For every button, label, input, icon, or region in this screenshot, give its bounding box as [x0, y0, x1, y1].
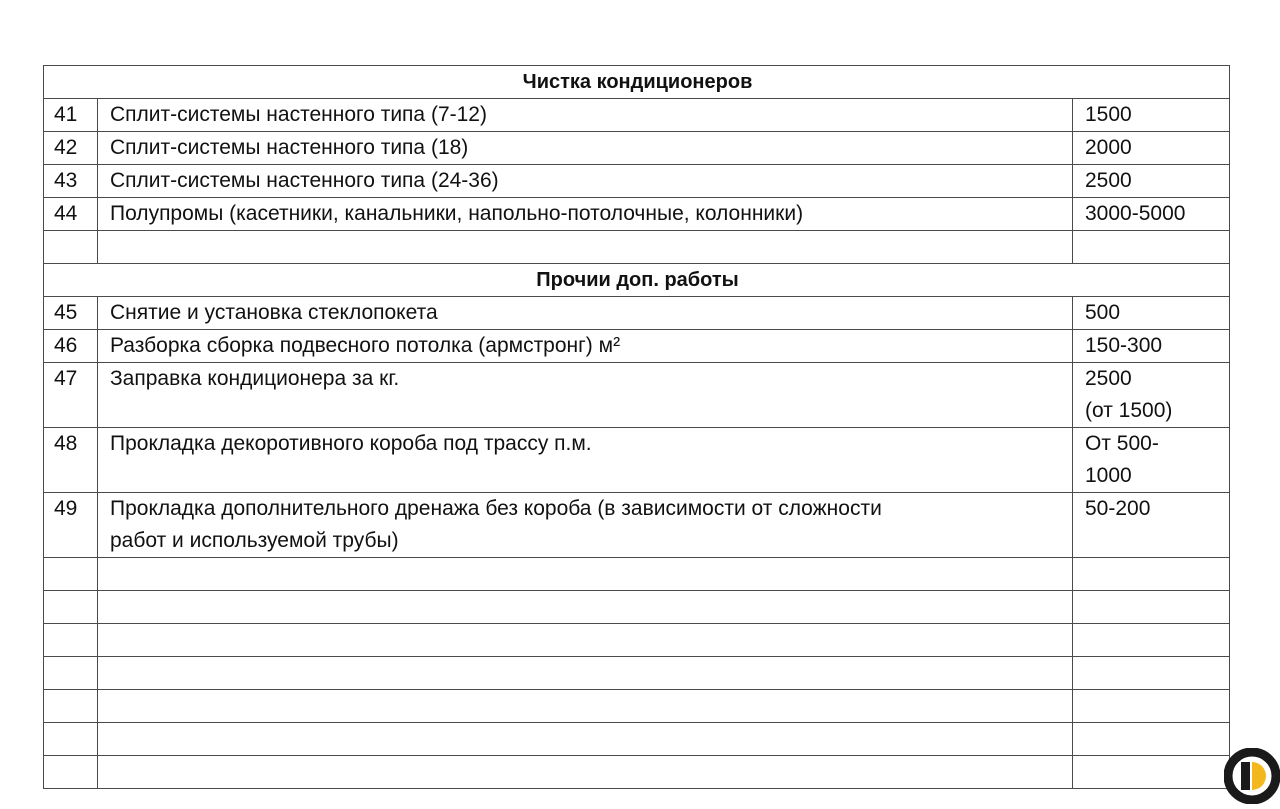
row-description: Заправка кондиционера за кг. [98, 363, 1073, 428]
row-price-cell [1073, 363, 1230, 428]
row-description: Прокладка декоротивного короба под трассу п.м. [98, 428, 1073, 493]
empty-cell [1073, 558, 1230, 591]
row-description: Снятие и установка стеклопокета [98, 297, 1073, 330]
brand-logo-icon [1224, 748, 1280, 804]
section-header-row [44, 264, 1230, 297]
table-row [44, 493, 1230, 558]
row-price: 2000 [1073, 132, 1230, 165]
table-row [44, 165, 1230, 198]
empty-cell [98, 756, 1073, 789]
row-description-continued: работ и используемой трубы) [110, 529, 399, 552]
empty-cell [1073, 657, 1230, 690]
empty-cell [98, 657, 1073, 690]
row-number: 44 [44, 198, 98, 231]
row-description: Полупромы (касетники, канальники, напольно-потолочные, колонники) [98, 198, 1073, 231]
empty-row [44, 723, 1230, 756]
section-title: Чистка кондиционеров [44, 66, 1230, 99]
row-price: 500 [1073, 297, 1230, 330]
row-price: 2500 [1085, 367, 1132, 390]
empty-cell [1073, 591, 1230, 624]
row-description: Разборка сборка подвесного потолка (армстронг) м² [98, 330, 1073, 363]
empty-row [44, 231, 1230, 264]
empty-row [44, 558, 1230, 591]
empty-cell [98, 558, 1073, 591]
empty-cell [1073, 723, 1230, 756]
row-price: 2500 [1073, 165, 1230, 198]
row-description: Сплит-системы настенного типа (18) [98, 132, 1073, 165]
row-price: От 500- [1085, 432, 1159, 455]
empty-cell [44, 723, 98, 756]
empty-cell [98, 690, 1073, 723]
empty-cell [44, 624, 98, 657]
table-row [44, 297, 1230, 330]
empty-row [44, 657, 1230, 690]
empty-cell [44, 690, 98, 723]
table-row [44, 330, 1230, 363]
empty-cell [98, 624, 1073, 657]
row-description: Прокладка дополнительного дренажа без короба (в зависимости от сложности [110, 497, 882, 520]
empty-row [44, 624, 1230, 657]
row-price: 150-300 [1073, 330, 1230, 363]
empty-row [44, 591, 1230, 624]
section-title: Прочии доп. работы [44, 264, 1230, 297]
empty-cell [44, 657, 98, 690]
table-row [44, 428, 1230, 493]
row-number: 46 [44, 330, 98, 363]
empty-cell [1073, 624, 1230, 657]
empty-cell [98, 591, 1073, 624]
row-price: 1500 [1073, 99, 1230, 132]
row-number: 41 [44, 99, 98, 132]
empty-row [44, 690, 1230, 723]
row-description: Сплит-системы настенного типа (24-36) [98, 165, 1073, 198]
empty-cell [1073, 756, 1230, 789]
empty-cell [44, 591, 98, 624]
section-header-row [44, 66, 1230, 99]
row-number: 45 [44, 297, 98, 330]
table-row [44, 132, 1230, 165]
row-number: 43 [44, 165, 98, 198]
empty-cell [1073, 690, 1230, 723]
price-table [43, 65, 1230, 789]
empty-cell [98, 723, 1073, 756]
row-number: 42 [44, 132, 98, 165]
row-price-note: (от 1500) [1085, 399, 1173, 422]
row-number: 49 [44, 493, 98, 558]
empty-row [44, 756, 1230, 789]
row-price-cell [1073, 428, 1230, 493]
row-description: Сплит-системы настенного типа (7-12) [98, 99, 1073, 132]
table-row [44, 99, 1230, 132]
row-price: 3000-5000 [1073, 198, 1230, 231]
empty-cell [98, 231, 1073, 264]
empty-cell [1073, 231, 1230, 264]
empty-cell [44, 558, 98, 591]
table-row [44, 198, 1230, 231]
empty-cell [44, 756, 98, 789]
row-description-cell [98, 493, 1073, 558]
row-number: 47 [44, 363, 98, 428]
row-number: 48 [44, 428, 98, 493]
table-row [44, 363, 1230, 428]
empty-cell [44, 231, 98, 264]
row-price: 50-200 [1073, 493, 1230, 558]
row-price-note: 1000 [1085, 464, 1132, 487]
